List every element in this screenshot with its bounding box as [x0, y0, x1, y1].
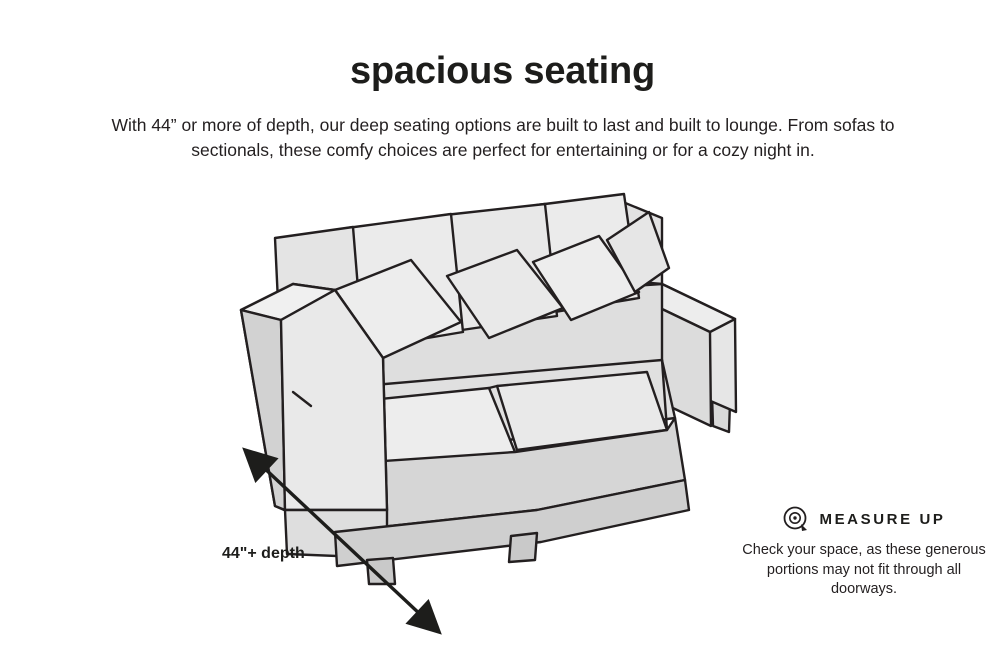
page-title: spacious seating — [349, 50, 656, 92]
measure-up-heading-row — [739, 505, 989, 533]
measure-up-label: MEASURE UP — [819, 510, 946, 528]
depth-dimension-arrow — [240, 450, 440, 630]
tape-measure-icon — [782, 505, 810, 533]
measure-up-note: Check your space, as these generous portions may not fit through all doorways. — [742, 542, 986, 598]
page-subtitle: With 44” or more of depth, our deep seating options are built to last and built to lounge. From sofas to sectionals, these comfy choices are perfect for entertaining or for a cozy night in. — [111, 115, 895, 161]
depth-dimension-label: 44"+ depth — [222, 545, 305, 562]
measure-up-block — [739, 505, 989, 600]
